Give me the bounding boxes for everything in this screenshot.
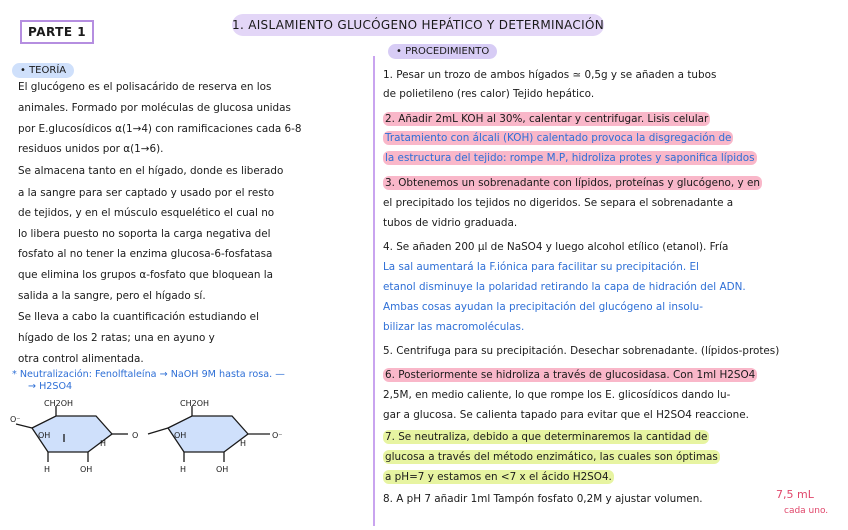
theory-line: lo libera puesto no soporta la carga negativa del — [18, 228, 271, 240]
oh-label: OH — [80, 465, 93, 474]
theory-line: a la sangre para ser captado y usado por el resto — [18, 187, 275, 199]
procedure-line: gar a glucosa. Se calienta tapado para evitar que el H2SO4 reaccione. — [383, 409, 749, 421]
theory-label: • TEORÍA — [12, 63, 74, 78]
theory-line: de tejidos, y en el músculo esquelético el cual no — [18, 207, 275, 219]
glycogen-structure-icon — [8, 398, 308, 478]
procedure-line: de polietileno (res calor) Tejido hepático. — [383, 88, 595, 100]
h-label: H — [100, 439, 107, 448]
procedure-label: • PROCEDIMIENTO — [388, 44, 497, 59]
theory-line: animales. Formado por moléculas de glucosa unidas — [18, 102, 291, 114]
procedure-line: el precipitado los tejidos no digeridos. Se separa el sobrenadante a — [383, 197, 734, 209]
procedure-line: 6. Posteriormente se hidroliza a través de glucosidasa. Con 1ml H2SO4 — [385, 369, 756, 381]
part-badge: PARTE 1 — [20, 20, 94, 44]
h-label: H — [44, 465, 51, 474]
ch2oh-label: CH2OH — [180, 399, 210, 408]
procedure-line: glucosa a través del método enzimático, las cuales son óptimas — [385, 451, 718, 463]
h-label: H — [180, 465, 187, 474]
theory-line: Se almacena tanto en el hígado, donde es liberado — [18, 165, 284, 177]
ch2oh-label: CH2OH — [44, 399, 74, 408]
volume-note: 7,5 mL — [776, 488, 814, 501]
procedure-line: 1. Pesar un trozo de ambos hígados ≃ 0,5g y se añaden a tubos — [383, 69, 717, 81]
neutralization-note-acid: → H2SO4 — [28, 381, 73, 392]
theory-line: fosfato al no tener la enzima glucosa-6-fosfatasa — [18, 248, 273, 260]
procedure-line: 3. Obtenemos un sobrenadante con lípidos, proteínas y glucógeno, y en — [385, 177, 760, 189]
procedure-line: Tratamiento con álcali (KOH) calentado provoca la disgregación de — [385, 132, 732, 144]
volume-note-each: cada uno. — [784, 506, 829, 516]
oh-label: OH — [174, 431, 187, 440]
procedure-line: etanol disminuye la polaridad retirando la capa de hidración del ADN. — [383, 281, 746, 293]
neutralization-note: * Neutralización: Fenolftaleína → NaOH 9M hasta rosa. — — [12, 369, 285, 380]
theory-line: por E.glucosídicos α(1→4) con ramificaciones cada 6-8 — [18, 123, 302, 135]
column-divider — [373, 56, 375, 526]
procedure-line: tubos de vidrio graduada. — [383, 217, 518, 229]
procedure-line: 8. A pH 7 añadir 1ml Tampón fosfato 0,2M y ajustar volumen. — [383, 493, 703, 505]
o-label: O — [132, 431, 139, 440]
procedure-line: Ambas cosas ayudan la precipitación del glucógeno al insolu- — [383, 301, 703, 313]
procedure-line: bilizar las macromoléculas. — [383, 321, 525, 333]
procedure-line: 4. Se añaden 200 µl de NaSO4 y luego alcohol etílico (etanol). Fría — [383, 241, 729, 253]
procedure-line: 2. Añadir 2mL KOH al 30%, calentar y centrifugar. Lisis celular — [385, 113, 709, 125]
procedure-line: 7. Se neutraliza, debido a que determinaremos la cantidad de — [385, 431, 708, 443]
procedure-line: 2,5M, en medio caliente, lo que rompe los E. glicosídicos dando lu- — [383, 389, 731, 401]
procedure-line: La sal aumentará la F.iónica para facilitar su precipitación. El — [383, 261, 699, 273]
theory-line: residuos unidos por α(1→6). — [18, 143, 164, 155]
page-title: 1. AISLAMIENTO GLUCÓGENO HEPÁTICO Y DETERMINACIÓN — [232, 14, 604, 36]
theory-line: salida a la sangre, pero el hígado sí. — [18, 290, 206, 302]
theory-line: Se lleva a cabo la cuantificación estudiando el — [18, 311, 259, 323]
theory-line: El glucógeno es el polisacárido de reserva en los — [18, 81, 272, 93]
procedure-line: 5. Centrifuga para su precipitación. Desechar sobrenadante. (lípidos-protes) — [383, 345, 780, 357]
h-label: H — [240, 439, 247, 448]
oh-label: OH — [38, 431, 51, 440]
procedure-line: a pH=7 y estamos en <7 x el ácido H2SO4. — [385, 471, 612, 483]
o-minus-label: O⁻ — [10, 415, 21, 424]
o-minus-label: O⁻ — [272, 431, 283, 440]
theory-line: hígado de los 2 ratas; una en ayuno y — [18, 332, 215, 344]
theory-line: otra control alimentada. — [18, 353, 144, 365]
theory-line: que elimina los grupos α-fosfato que bloquean la — [18, 269, 273, 281]
oh-label: OH — [216, 465, 229, 474]
procedure-line: la estructura del tejido: rompe M.P, hidroliza protes y saponifica lípidos — [385, 152, 755, 164]
